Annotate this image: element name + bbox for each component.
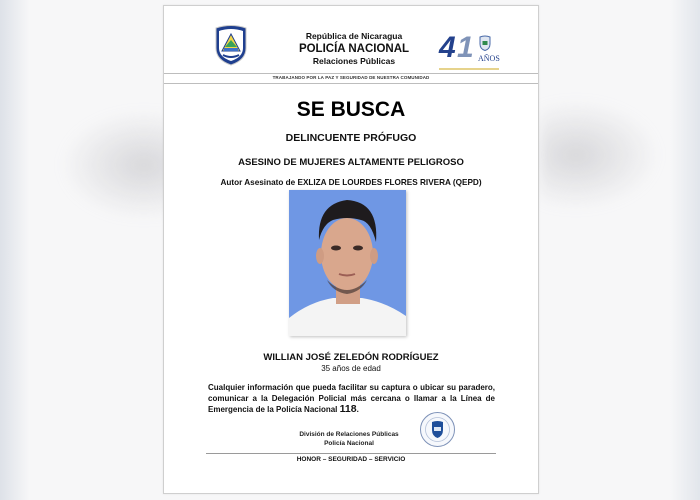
info-end: .	[356, 405, 359, 414]
info-text: Cualquier información que pueda facilitar su captura o ubicar su paradero, comunicar a la Delegación Policial más cercana o llamar a la Línea de Emergencia de la Policía Nacional	[208, 383, 495, 414]
poster-subtitle: DELINCUENTE PRÓFUGO	[285, 132, 417, 144]
poster-header	[164, 6, 538, 73]
header-country: República de Nicaragua	[305, 31, 403, 41]
anniversary-underline	[439, 68, 499, 70]
header-text-block	[264, 31, 444, 67]
police-seal-icon	[419, 411, 456, 448]
emergency-hotline: 118	[339, 403, 357, 415]
anniversary-logo	[437, 31, 501, 73]
suspect-name: WILLIAN JOSÉ ZELEDÓN RODRÍGUEZ	[263, 352, 439, 363]
police-shield-icon	[214, 24, 248, 66]
footer-motto: HONOR – SEGURIDAD – SERVICIO	[296, 456, 406, 463]
header-department: Relaciones Públicas	[312, 56, 396, 66]
background-edge-left	[0, 0, 30, 500]
anniversary-label: AÑOS	[478, 54, 500, 63]
crime-victim: EXLIZA DE LOURDES FLORES RIVERA (QEPD)	[297, 178, 482, 187]
signature-block	[279, 431, 419, 448]
poster-warning: ASESINO DE MUJERES ALTAMENTE PELIGROSO	[238, 157, 464, 168]
footer-divider	[206, 453, 496, 454]
wanted-poster	[163, 5, 539, 494]
crime-prefix: Autor Asesinato de	[220, 178, 298, 187]
header-divider-bottom	[164, 83, 538, 84]
crime-description	[164, 178, 538, 187]
anniversary-digit-four: 4	[439, 31, 454, 64]
anniversary-digit-one: 1	[457, 31, 474, 64]
suspect-photo-illustration	[289, 190, 406, 336]
background-blur-right	[540, 100, 660, 210]
suspect-mugshot	[289, 190, 406, 336]
suspect-age: 35 años de edad	[321, 364, 381, 373]
header-motto: TRABAJANDO POR LA PAZ Y SEGURIDAD DE NUESTRA COMUNIDAD	[272, 75, 430, 80]
signature-institution: Policía Nacional	[324, 439, 374, 447]
header-institution: POLICÍA NACIONAL	[298, 43, 410, 55]
background-blur-left	[60, 110, 180, 220]
header-divider-top	[164, 73, 538, 74]
poster-title: SE BUSCA	[296, 98, 406, 121]
background-edge-right	[670, 0, 700, 500]
small-shield-icon	[479, 35, 491, 51]
signature-division: División de Relaciones Públicas	[299, 431, 399, 438]
